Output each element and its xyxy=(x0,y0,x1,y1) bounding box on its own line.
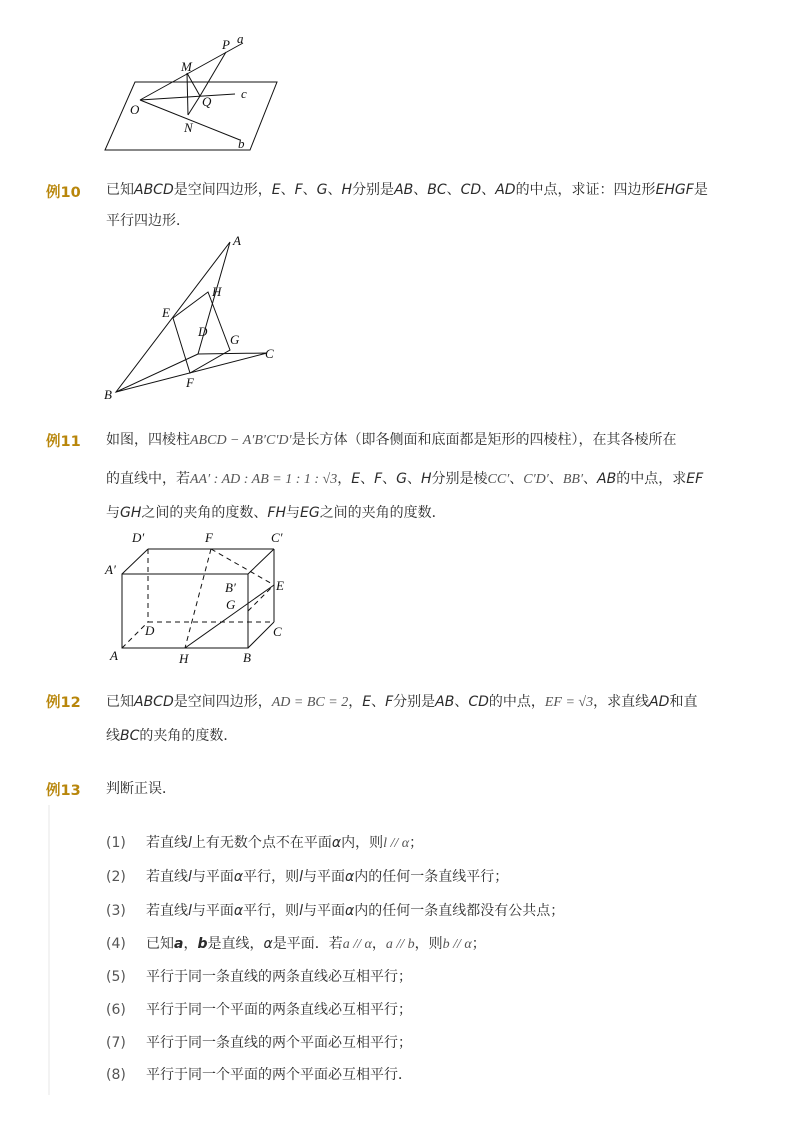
example-11-line-1: 如图，四棱柱ABCD − A′B′C′D′是长方体（即各侧面和底面都是矩形的四棱柱），在其各棱所在 xyxy=(106,432,677,448)
label-D: D xyxy=(198,324,208,339)
label-B: B xyxy=(104,387,112,402)
line-PQ xyxy=(200,52,226,96)
example-10-label: 例10 xyxy=(46,185,81,201)
segment-FH xyxy=(185,549,211,648)
label-N: N xyxy=(184,120,193,135)
line-MN xyxy=(187,73,188,115)
label-c: c xyxy=(241,86,247,101)
segment-EG xyxy=(248,585,274,611)
label-E: E xyxy=(162,305,170,320)
figure-plane-lines xyxy=(95,30,295,155)
list-item: (6) 平行于同一个平面的两条直线必互相平行； xyxy=(106,1002,412,1018)
label-C: C xyxy=(265,346,274,361)
label-D1: D′ xyxy=(132,530,145,545)
label-b: b xyxy=(238,136,245,151)
label-E: E xyxy=(276,578,284,593)
list-item: (1) 若直线l上有无数个点不在平面α内，则l // α； xyxy=(106,835,424,851)
list-item: (4) 已知a，b是直线，α是平面．若a // α，a // b，则b // α； xyxy=(106,936,486,952)
label-a: a xyxy=(237,31,244,46)
example-13-intro: 判断正误． xyxy=(106,781,176,797)
line-NQ xyxy=(188,96,200,115)
label-Q: Q xyxy=(202,94,212,109)
example-11-line-3: 与GH之间的夹角的度数、FH与EG之间的夹角的度数． xyxy=(106,505,446,521)
example-12-line-2: 线BC的夹角的度数． xyxy=(106,728,238,744)
segment-FE xyxy=(211,549,274,585)
label-D: D xyxy=(145,623,155,638)
label-F: F xyxy=(186,375,194,390)
figure-cuboid xyxy=(100,526,300,668)
example-13-label: 例13 xyxy=(46,783,81,799)
list-item: (5) 平行于同一条直线的两条直线必互相平行； xyxy=(106,969,412,985)
label-H: H xyxy=(179,651,189,666)
example-11-label: 例11 xyxy=(46,434,81,450)
label-B: B xyxy=(243,650,251,665)
example-10-line-1: 已知ABCD是空间四边形，E、F、G、H分别是AB、BC、CD、AD的中点，求证：四边形EHGF是 xyxy=(106,182,708,198)
example-10-line-2: 平行四边形． xyxy=(106,213,190,229)
label-B1: B′ xyxy=(225,580,236,595)
label-P: P xyxy=(222,37,230,52)
list-side-rule xyxy=(48,805,50,1095)
figure-space-quadrilateral xyxy=(100,232,285,402)
example-12-label: 例12 xyxy=(46,695,81,711)
label-H: H xyxy=(212,284,222,299)
list-item: (8) 平行于同一个平面的两个平面必互相平行． xyxy=(106,1067,412,1083)
list-item: (7) 平行于同一条直线的两个平面必互相平行； xyxy=(106,1035,412,1051)
label-M: M xyxy=(181,59,192,74)
label-F: F xyxy=(205,530,213,545)
example-11-line-2: 的直线中，若AA′ : AD : AB = 1 : 1 : √3，E、F、G、H分别是棱CC′、C′D′、BB′、AB的中点，求EF xyxy=(106,471,704,487)
list-item: (2) 若直线l与平面α平行，则l与平面α内的任何一条直线平行； xyxy=(106,869,509,885)
label-C1: C′ xyxy=(271,530,283,545)
list-item: (3) 若直线l与平面α平行，则l与平面α内的任何一条直线都没有公共点； xyxy=(106,903,565,919)
label-A: A xyxy=(110,648,118,663)
label-O: O xyxy=(130,102,140,117)
example-12-line-1: 已知ABCD是空间四边形，AD = BC = 2，E、F分别是AB、CD的中点，EF = √3，求直线AD和直 xyxy=(106,694,698,710)
label-G: G xyxy=(230,332,240,347)
line-MQ xyxy=(187,73,200,96)
quad-ABCD xyxy=(116,242,267,392)
label-A: A xyxy=(233,233,241,248)
label-C: C xyxy=(273,624,282,639)
label-A1: A′ xyxy=(105,562,116,577)
label-G: G xyxy=(226,597,236,612)
